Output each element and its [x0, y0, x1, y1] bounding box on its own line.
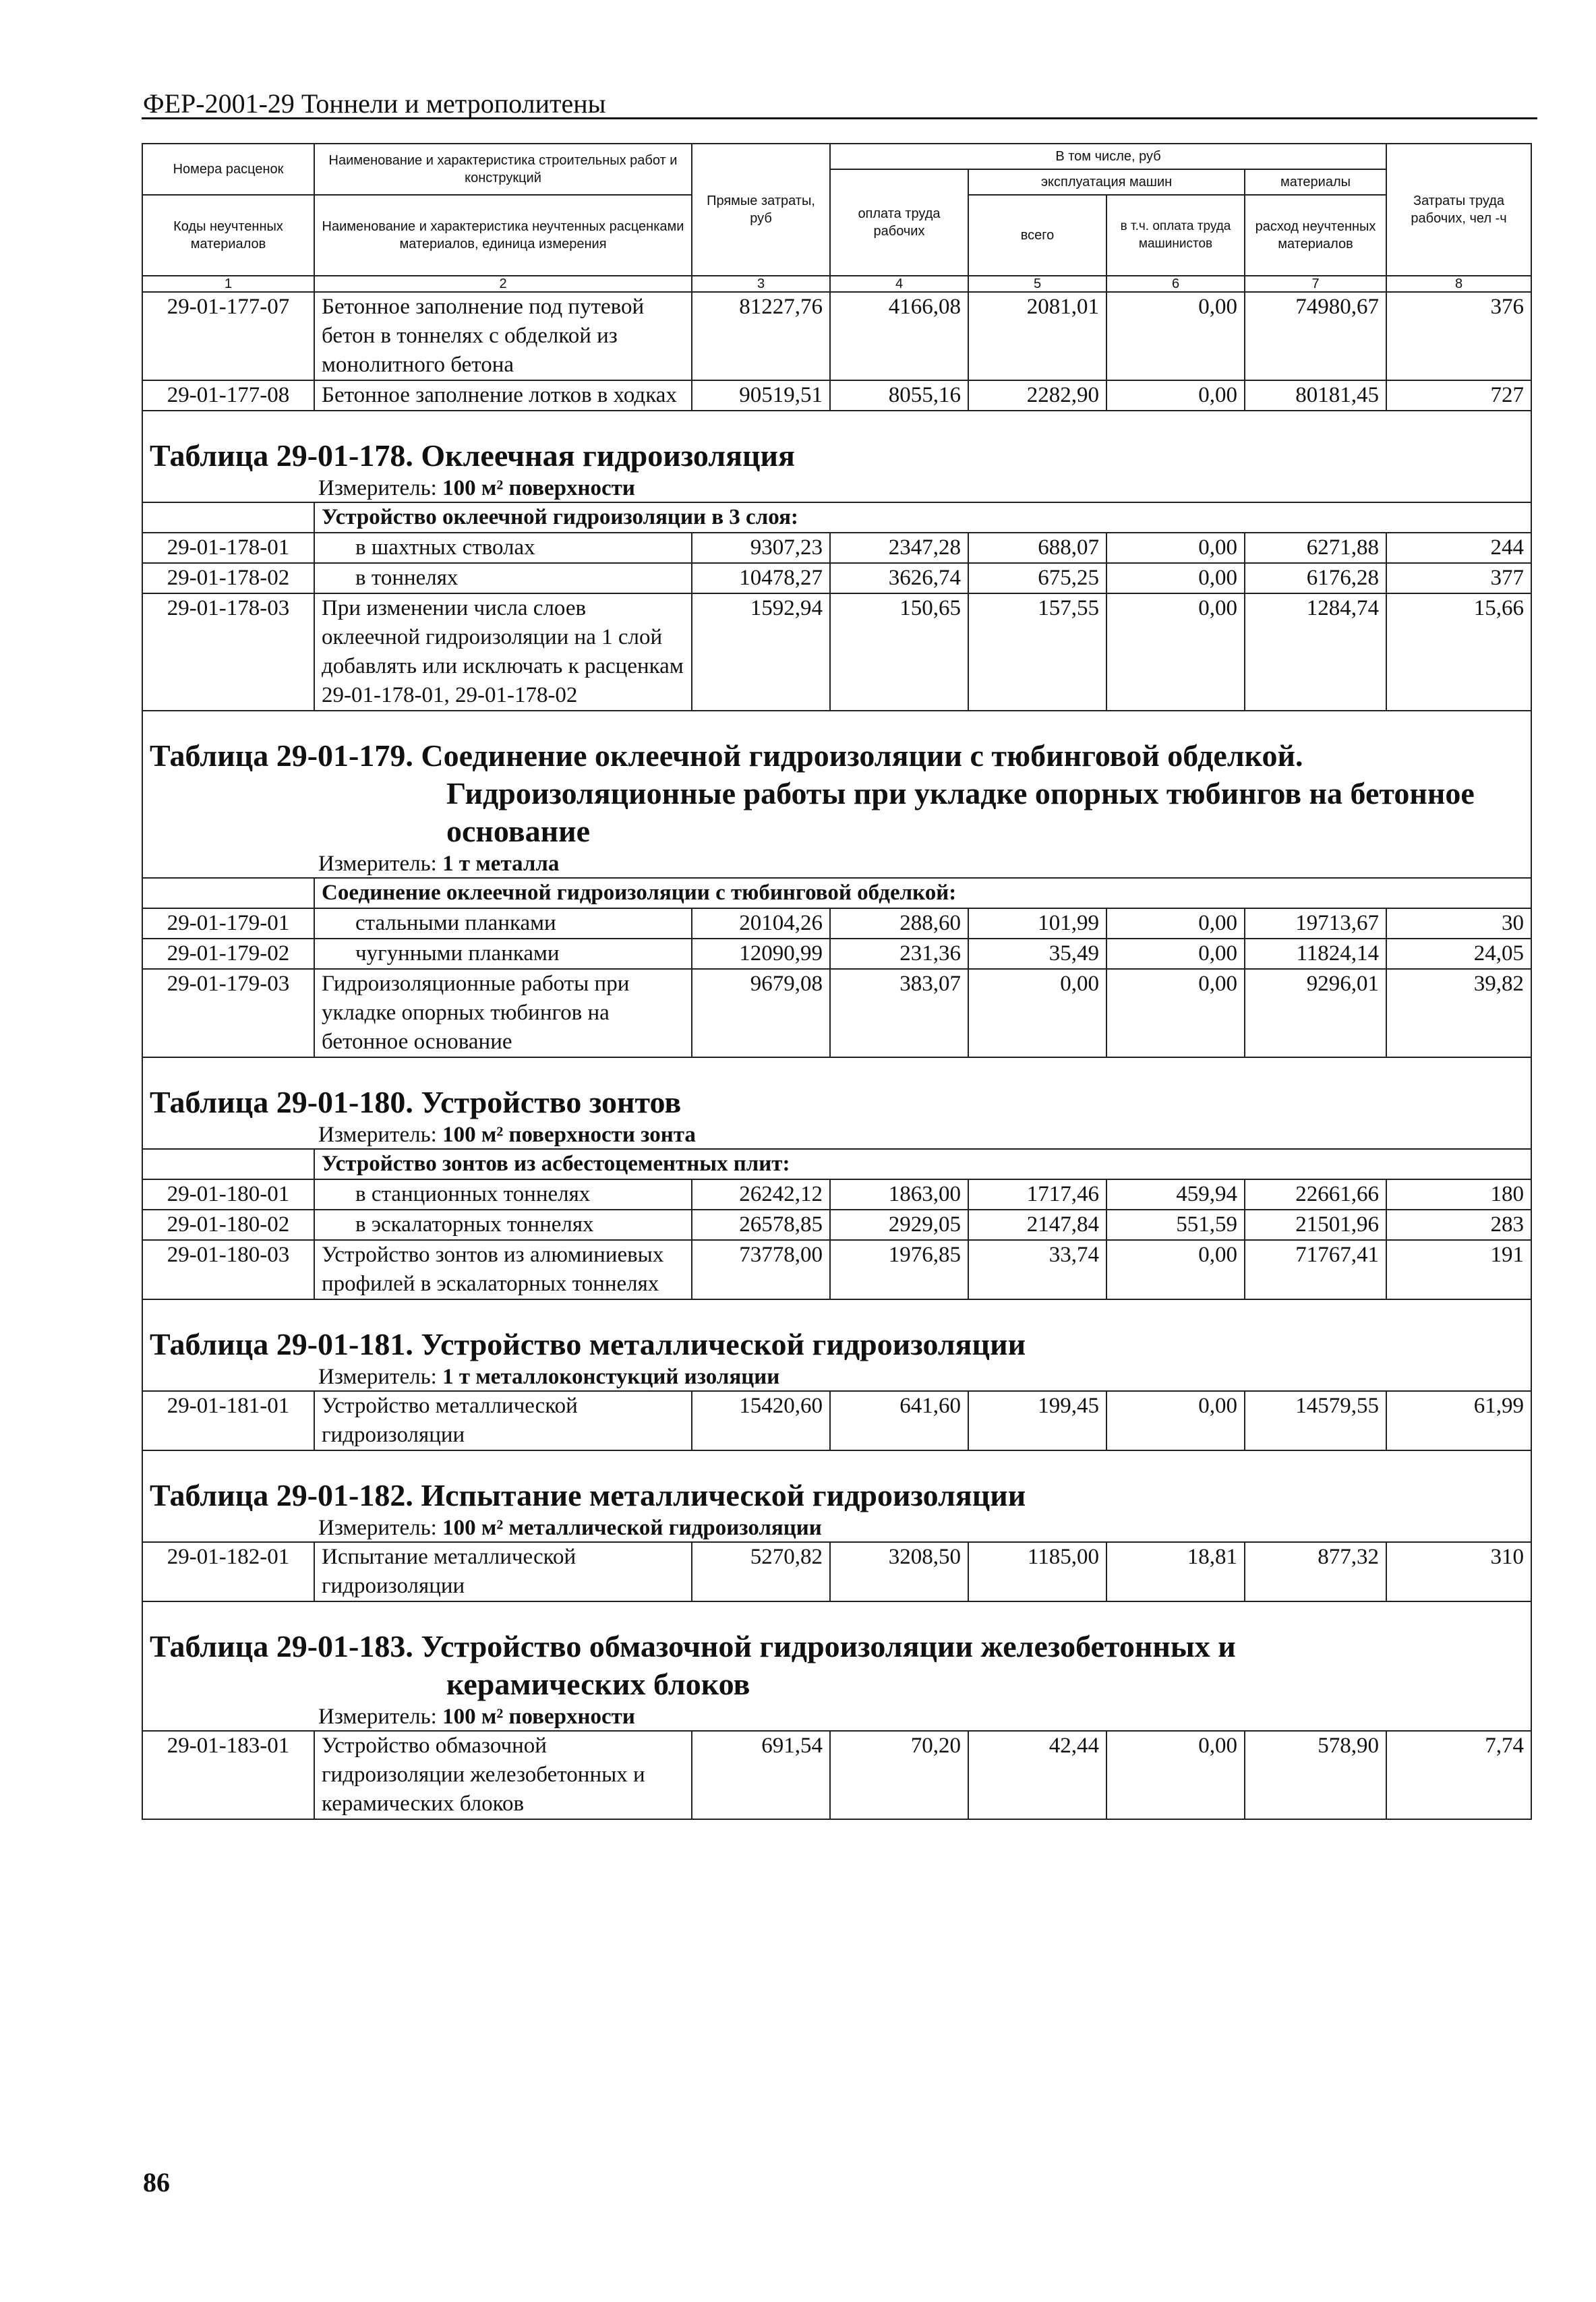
materials-cost: 1284,74	[1245, 593, 1386, 711]
measure-unit	[150, 850, 1524, 877]
machine-cost: 675,25	[968, 563, 1106, 593]
machinist-labor-cost: 0,00	[1106, 1240, 1245, 1299]
section-header	[142, 734, 1531, 878]
labor-hours: 180	[1386, 1179, 1531, 1210]
column-number: 3	[692, 276, 830, 292]
labor-hours: 191	[1386, 1240, 1531, 1299]
section-title	[150, 1084, 1524, 1121]
materials-cost: 11824,14	[1245, 939, 1386, 969]
subheader: Устройство зонтов из асбестоцементных плит:	[314, 1149, 1531, 1179]
machinist-labor-cost: 459,94	[1106, 1179, 1245, 1210]
labor-hours: 39,82	[1386, 969, 1531, 1057]
measure-value: 100 м² поверхности	[442, 1705, 635, 1729]
machinist-labor-cost: 0,00	[1106, 1731, 1245, 1819]
rate-name: Бетонное заполнение лотков в ходках	[314, 380, 692, 411]
machinist-labor-cost: 551,59	[1106, 1210, 1245, 1240]
materials-cost: 877,32	[1245, 1542, 1386, 1601]
labor-hours: 244	[1386, 533, 1531, 563]
table-row	[142, 969, 1531, 1057]
measure-unit	[150, 1363, 1524, 1390]
machinist-labor-cost: 0,00	[1106, 969, 1245, 1057]
machinist-labor-cost: 0,00	[1106, 533, 1245, 563]
measure-unit	[150, 1514, 1524, 1541]
section-title-line: Таблица 29-01-179. Соединение оклеечной гидроизоляции с тюбинговой обделкой.	[150, 738, 1303, 773]
labor-hours: 7,74	[1386, 1731, 1531, 1819]
machine-cost: 0,00	[968, 969, 1106, 1057]
section-header	[142, 1625, 1531, 1731]
subheader: Соединение оклеечной гидроизоляции с тюбинговой обделкой:	[314, 878, 1531, 908]
column-number: 2	[314, 276, 692, 292]
materials-cost: 6176,28	[1245, 563, 1386, 593]
direct-cost: 10478,27	[692, 563, 830, 593]
machinist-labor-cost: 0,00	[1106, 380, 1245, 411]
labor-cost: 3626,74	[830, 563, 968, 593]
rate-code: 29-01-179-01	[142, 908, 314, 939]
measure-prefix: Измеритель:	[318, 852, 443, 876]
table-row	[142, 380, 1531, 411]
labor-hours: 727	[1386, 380, 1531, 411]
direct-cost: 81227,76	[692, 292, 830, 380]
direct-cost: 12090,99	[692, 939, 830, 969]
machinist-labor-cost: 18,81	[1106, 1542, 1245, 1601]
materials-cost: 74980,67	[1245, 292, 1386, 380]
rate-code: 29-01-182-01	[142, 1542, 314, 1601]
rate-name: Устройство зонтов из алюминиевых профилей в эскалаторных тоннелях	[314, 1240, 692, 1299]
section-header	[142, 1323, 1531, 1391]
table-row	[142, 1731, 1531, 1819]
rate-name: в шахтных стволах	[314, 533, 692, 563]
machinist-labor-cost: 0,00	[1106, 563, 1245, 593]
rate-code: 29-01-177-08	[142, 380, 314, 411]
rate-code: 29-01-178-01	[142, 533, 314, 563]
table-row	[142, 563, 1531, 593]
page-number: 86	[143, 2167, 170, 2197]
table-row	[142, 533, 1531, 563]
measure-prefix: Измеритель:	[318, 476, 443, 500]
measure-unit	[150, 475, 1524, 502]
rate-code: 29-01-180-01	[142, 1179, 314, 1210]
materials-cost: 6271,88	[1245, 533, 1386, 563]
direct-cost: 26242,12	[692, 1179, 830, 1210]
section-title-line: Таблица 29-01-181. Устройство металлической гидроизоляции	[150, 1327, 1026, 1361]
header-rule	[142, 117, 1537, 119]
labor-hours: 310	[1386, 1542, 1531, 1601]
section-title-continuation: Гидроизоляционные работы при укладке опорных тюбингов на бетонное основание	[446, 776, 1475, 848]
direct-cost: 26578,85	[692, 1210, 830, 1240]
rate-code: 29-01-177-07	[142, 292, 314, 380]
labor-cost: 70,20	[830, 1731, 968, 1819]
header-mach-total: всего	[968, 195, 1106, 276]
subheader-spacer	[142, 502, 314, 533]
machine-cost: 35,49	[968, 939, 1106, 969]
column-number: 1	[142, 276, 314, 292]
materials-cost: 19713,67	[1245, 908, 1386, 939]
labor-hours: 24,05	[1386, 939, 1531, 969]
labor-cost: 288,60	[830, 908, 968, 939]
column-number: 7	[1245, 276, 1386, 292]
direct-cost: 90519,51	[692, 380, 830, 411]
rate-name: Испытание металлической гидроизоляции	[314, 1542, 692, 1601]
rate-name: в станционных тоннелях	[314, 1179, 692, 1210]
labor-cost: 3208,50	[830, 1542, 968, 1601]
header-labor: оплата труда рабочих	[830, 169, 968, 276]
measure-unit	[150, 1121, 1524, 1148]
rate-name: Устройство металлической гидроизоляции	[314, 1391, 692, 1450]
materials-cost: 9296,01	[1245, 969, 1386, 1057]
machine-cost: 2282,90	[968, 380, 1106, 411]
section-title-continuation: керамических блоков	[446, 1667, 750, 1701]
header-codes-bottom: Коды неучтенных материалов	[142, 195, 314, 276]
rate-name: в тоннелях	[314, 563, 692, 593]
subheader-spacer	[142, 878, 314, 908]
direct-cost: 9679,08	[692, 969, 830, 1057]
rate-name: стальными планками	[314, 908, 692, 939]
machine-cost: 2147,84	[968, 1210, 1106, 1240]
section-title	[150, 1326, 1524, 1363]
labor-hours: 30	[1386, 908, 1531, 939]
materials-cost: 578,90	[1245, 1731, 1386, 1819]
rate-code: 29-01-178-02	[142, 563, 314, 593]
table-row	[142, 1542, 1531, 1601]
header-material-use: расход неучтенных материалов	[1245, 195, 1386, 276]
header-codes-top: Номера расценок	[142, 144, 314, 195]
labor-hours: 376	[1386, 292, 1531, 380]
header-group: В том числе, руб	[830, 144, 1386, 169]
rate-name: При изменении числа слоев оклеечной гидроизоляции на 1 слой добавлять или исключать к расценкам 29-01-178-01, 29-01-178-02	[314, 593, 692, 711]
rate-code: 29-01-180-03	[142, 1240, 314, 1299]
rate-code: 29-01-178-03	[142, 593, 314, 711]
materials-cost: 71767,41	[1245, 1240, 1386, 1299]
table-row	[142, 1391, 1531, 1450]
measure-prefix: Измеритель:	[318, 1123, 443, 1147]
header-name-top: Наименование и характеристика строительных работ и конструкций	[314, 144, 692, 195]
measure-prefix: Измеритель:	[318, 1705, 443, 1729]
labor-hours: 61,99	[1386, 1391, 1531, 1450]
section-header	[142, 434, 1531, 502]
section-title-line: Таблица 29-01-178. Оклеечная гидроизоляция	[150, 438, 795, 473]
section-title	[150, 437, 1524, 475]
rate-name: Устройство обмазочной гидроизоляции железобетонных и керамических блоков	[314, 1731, 692, 1819]
labor-cost: 1863,00	[830, 1179, 968, 1210]
machine-cost: 33,74	[968, 1240, 1106, 1299]
column-number: 8	[1386, 276, 1531, 292]
labor-cost: 2347,28	[830, 533, 968, 563]
rate-code: 29-01-180-02	[142, 1210, 314, 1240]
header-machines: эксплуатация машин	[968, 169, 1245, 195]
machinist-labor-cost: 0,00	[1106, 908, 1245, 939]
rate-name: Бетонное заполнение под путевой бетон в тоннелях с обделкой из монолитного бетона	[314, 292, 692, 380]
labor-cost: 150,65	[830, 593, 968, 711]
header-name-bottom: Наименование и характеристика неучтенных расценками материалов, единица измерения	[314, 195, 692, 276]
machine-cost: 157,55	[968, 593, 1106, 711]
machine-cost: 2081,01	[968, 292, 1106, 380]
rates-table	[142, 143, 1532, 1820]
machine-cost: 1717,46	[968, 1179, 1106, 1210]
machinist-labor-cost: 0,00	[1106, 593, 1245, 711]
section-title	[150, 1477, 1524, 1514]
measure-prefix: Измеритель:	[318, 1516, 443, 1540]
measure-value: 1 т металла	[442, 852, 560, 876]
rate-name: Гидроизоляционные работы при укладке опорных тюбингов на бетонное основание	[314, 969, 692, 1057]
measure-prefix: Измеритель:	[318, 1365, 443, 1389]
rate-code: 29-01-179-03	[142, 969, 314, 1057]
labor-cost: 383,07	[830, 969, 968, 1057]
machine-cost: 101,99	[968, 908, 1106, 939]
machinist-labor-cost: 0,00	[1106, 939, 1245, 969]
machine-cost: 199,45	[968, 1391, 1106, 1450]
subheader-spacer	[142, 1149, 314, 1179]
table-row	[142, 1210, 1531, 1240]
labor-hours: 283	[1386, 1210, 1531, 1240]
machine-cost: 1185,00	[968, 1542, 1106, 1601]
labor-cost: 1976,85	[830, 1240, 968, 1299]
machine-cost: 42,44	[968, 1731, 1106, 1819]
labor-cost: 2929,05	[830, 1210, 968, 1240]
rate-name: в эскалаторных тоннелях	[314, 1210, 692, 1240]
machinist-labor-cost: 0,00	[1106, 292, 1245, 380]
section-title-line: Таблица 29-01-183. Устройство обмазочной гидроизоляции железобетонных и	[150, 1629, 1236, 1663]
measure-value: 100 м² металлической гидроизоляции	[442, 1516, 822, 1540]
section-title	[150, 1628, 1524, 1703]
measure-unit	[150, 1703, 1524, 1730]
direct-cost: 691,54	[692, 1731, 830, 1819]
direct-cost: 15420,60	[692, 1391, 830, 1450]
header-materials: материалы	[1245, 169, 1386, 195]
materials-cost: 21501,96	[1245, 1210, 1386, 1240]
page-header: ФЕР-2001-29 Тоннели и метрополитены	[143, 88, 606, 119]
labor-cost: 231,36	[830, 939, 968, 969]
section-header	[142, 1474, 1531, 1542]
direct-cost: 5270,82	[692, 1542, 830, 1601]
materials-cost: 14579,55	[1245, 1391, 1386, 1450]
labor-cost: 4166,08	[830, 292, 968, 380]
materials-cost: 22661,66	[1245, 1179, 1386, 1210]
rate-code: 29-01-183-01	[142, 1731, 314, 1819]
direct-cost: 73778,00	[692, 1240, 830, 1299]
table-row	[142, 1179, 1531, 1210]
header-direct: Прямые затраты, руб	[692, 144, 830, 276]
machine-cost: 688,07	[968, 533, 1106, 563]
column-number: 5	[968, 276, 1106, 292]
subheader: Устройство оклеечной гидроизоляции в 3 слоя:	[314, 502, 1531, 533]
rate-code: 29-01-181-01	[142, 1391, 314, 1450]
header-mach-labor: в т.ч. оплата труда машинистов	[1106, 195, 1245, 276]
rate-code: 29-01-179-02	[142, 939, 314, 969]
direct-cost: 9307,23	[692, 533, 830, 563]
labor-hours: 15,66	[1386, 593, 1531, 711]
table-row	[142, 292, 1531, 380]
header-hours: Затраты труда рабочих, чел -ч	[1386, 144, 1531, 276]
measure-value: 100 м² поверхности	[442, 476, 635, 500]
section-header	[142, 1081, 1531, 1149]
section-title	[150, 737, 1524, 850]
materials-cost: 80181,45	[1245, 380, 1386, 411]
column-number: 4	[830, 276, 968, 292]
section-title-line: Таблица 29-01-180. Устройство зонтов	[150, 1085, 682, 1119]
labor-hours: 377	[1386, 563, 1531, 593]
machinist-labor-cost: 0,00	[1106, 1391, 1245, 1450]
labor-cost: 641,60	[830, 1391, 968, 1450]
table-row	[142, 939, 1531, 969]
column-number: 6	[1106, 276, 1245, 292]
table-row	[142, 1240, 1531, 1299]
table-row	[142, 908, 1531, 939]
direct-cost: 20104,26	[692, 908, 830, 939]
direct-cost: 1592,94	[692, 593, 830, 711]
rate-name: чугунными планками	[314, 939, 692, 969]
section-title-line: Таблица 29-01-182. Испытание металлической гидроизоляции	[150, 1478, 1026, 1512]
measure-value: 100 м² поверхности зонта	[442, 1123, 696, 1147]
labor-cost: 8055,16	[830, 380, 968, 411]
table-row	[142, 593, 1531, 711]
measure-value: 1 т металлоконстукций изоляции	[442, 1365, 780, 1389]
